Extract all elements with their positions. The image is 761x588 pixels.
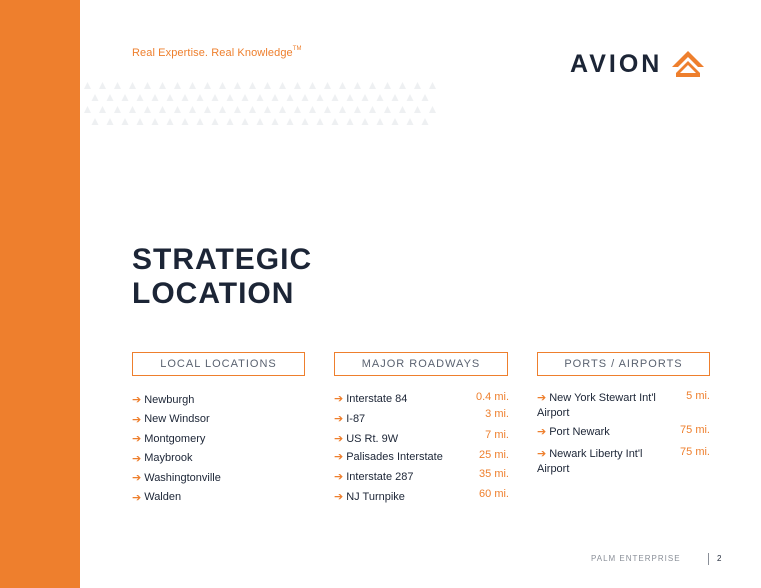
avion-logo [570,49,704,79]
title-line-2: LOCATION [132,277,295,310]
local-locations-list [132,390,221,507]
port-name: ➔ Newark Liberty Int'l Airport [537,448,643,475]
arrow-right-icon: ➔ [132,413,142,426]
arrow-right-icon: ➔ [132,452,142,465]
tagline [132,47,302,59]
port-distance: 75 mi. [680,446,710,458]
port-name: ➔ New York Stewart Int'l Airport [537,392,656,419]
arrow-right-icon: ➔ [334,413,344,425]
local-location-item [132,390,221,410]
port-item [537,425,710,440]
arrow-right-icon: ➔ [334,451,344,463]
arrow-right-icon: ➔ [334,393,344,405]
local-location-item [132,410,221,430]
arrow-right-icon: ➔ [132,491,142,504]
port-name: ➔ Port Newark [537,426,610,438]
local-location-name: New Windsor [144,413,210,426]
roadway-name: ➔ Palisades Interstate [334,451,443,463]
arrow-right-icon: ➔ [132,472,142,485]
page-title [132,243,312,311]
major-roadways-header: MAJOR ROADWAYS [334,352,508,376]
arrow-right-icon: ➔ [537,426,547,438]
avion-chevron-logo-icon [672,51,704,77]
port-distance: 75 mi. [680,424,710,436]
arrow-right-icon: ➔ [334,491,344,503]
roadway-name: ➔ Interstate 84 [334,393,408,405]
port-item [537,391,710,421]
roadway-distance: 3 mi. [485,408,509,420]
logo-wordmark: AVION [570,49,663,78]
tagline-text: Real Expertise. Real Knowledge [132,47,293,59]
roadway-name: ➔ US Rt. 9W [334,433,399,445]
arrow-right-icon: ➔ [334,471,344,483]
roadway-name: ➔ NJ Turnpike [334,491,405,503]
title-line-1: STRATEGIC [132,243,313,276]
local-location-item [132,429,221,449]
arrow-right-icon: ➔ [132,433,142,446]
orange-side-bar [0,0,80,588]
local-location-name: Walden [144,491,182,504]
roadway-distance: 35 mi. [479,468,509,480]
ports-airports-header: PORTS / AIRPORTS [537,352,710,376]
port-item [537,447,710,477]
local-location-name: Montgomery [144,432,206,445]
port-distance: 5 mi. [686,390,710,402]
roadway-name: ➔ I-87 [334,413,366,425]
local-location-name: Maybrook [144,452,193,465]
roadway-name: ➔ Interstate 287 [334,471,414,483]
roadway-distance: 0.4 mi. [475,391,509,403]
local-location-name: Washingtonville [144,471,221,484]
arrow-right-icon: ➔ [334,433,344,445]
arrow-right-icon: ➔ [537,448,547,460]
arrow-right-icon: ➔ [537,392,547,404]
footer-label: PALM ENTERPRISE [591,554,681,563]
roadway-distance: 25 mi. [479,449,509,461]
local-location-item [132,488,221,508]
local-location-name: Newburgh [144,393,195,406]
local-location-item [132,468,221,488]
local-location-item [132,449,221,469]
roadway-distance: 60 mi. [479,488,509,500]
footer-divider [708,553,709,565]
page-number: 2 [717,554,722,563]
roadway-distance: 7 mi. [485,429,509,441]
arrow-right-icon: ➔ [132,394,142,407]
local-locations-header: LOCAL LOCATIONS [132,352,305,376]
trademark-mark: TM [292,46,302,52]
triangle-pattern-decoration [80,80,440,128]
